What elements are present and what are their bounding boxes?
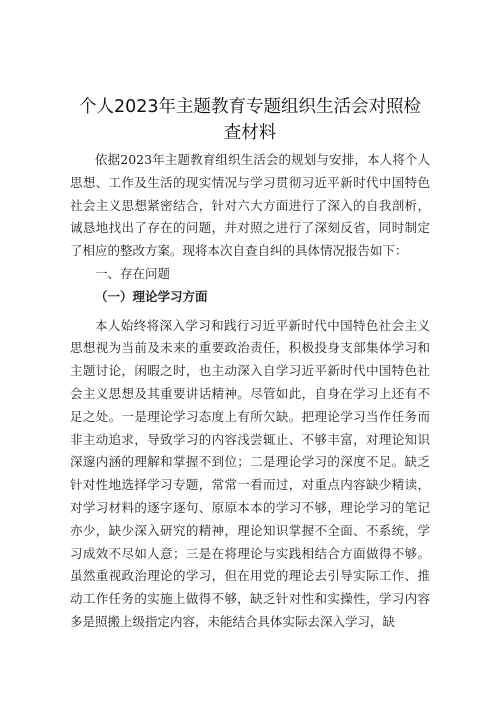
subsection-heading-theory-study: （一）理论学习方面 [95, 288, 208, 304]
document-title-line-1: 个人2023年主题教育专题组织生活会对照检 [78, 97, 422, 117]
section-heading-problems: 一、存在问题 [95, 265, 171, 281]
intro-paragraph: 依据2023年主题教育组织生活会的规划与安排，本人将个人思想、工作及生活的现实情况与学习贯彻习近平新时代中国特色社会主义思想紧密结合，针对六大方面进行了深入的自我剖析，诚恳地找出了存在的问题，并对照之进行了深刻反省，同时制定了相应的整改方案。现将本次自查自纠的具体情况报告如下： [70, 152, 430, 259]
document-title-line-2: 查材料 [223, 123, 277, 143]
theory-study-paragraph: 本人始终将深入学习和践行习近平新时代中国特色社会主义思想视为当前及未来的重要政治责任，积极投身支部集体学习和主题讨论，闲暇之时，也主动深入自学习近平新时代中国特色社会主义思想及其重要讲话精神。尽管如此，自身在学习上还有不足之处。一是理论学习态度上有所欠缺。把理论学习当作任务而非主动追求，导致学习的内容浅尝辄止、不够丰富，对理论知识深邃内涵的理解和掌握不到位；二是理论学习的深度不足。缺乏针对性地选择学习专题，常常一看而过，对重点内容缺少精读，对学习材料的逐字逐句、原原本本的学习不够，理论学习的笔记亦少，缺少深入研究的精神，理论知识掌握不全面、不系统，学习成效不尽如人意；三是在将理论与实践相结合方面做得不够。虽然重视政治理论的学习，但在用党的理论去引导实际工作、推动工作任务的实施上做得不够，缺乏针对性和实操性，学习内容多是照搬上级指定内容，未能结合具体实际去深入学习，缺 [70, 317, 430, 629]
document-body [70, 149, 430, 634]
